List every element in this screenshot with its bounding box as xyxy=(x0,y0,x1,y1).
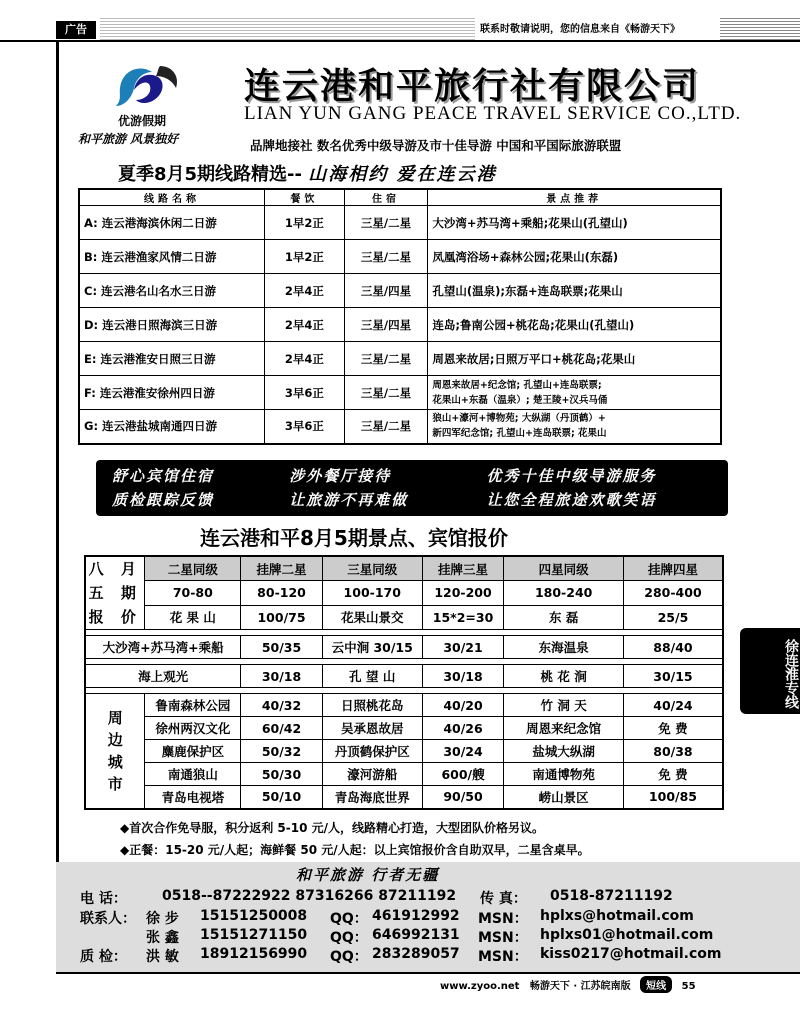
phone-label: 电 话： xyxy=(80,891,127,907)
spot-price: 30/24 xyxy=(422,740,504,763)
spot-name: 吴承恩故居 xyxy=(322,717,422,740)
summer-title-sub: 山海相约 爱在连云港 xyxy=(308,164,497,185)
person-qq: 283289057 xyxy=(372,946,460,962)
hotel-header: 挂牌三星 xyxy=(422,556,504,581)
route-hotel: 三星/二星 xyxy=(344,410,428,444)
hotel-price: 80-120 xyxy=(241,581,323,606)
route-meals: 3早6正 xyxy=(265,376,345,410)
spot-name: 徐州两汉文化 xyxy=(145,717,241,740)
route-hotel: 三星/四星 xyxy=(344,274,428,308)
contact-person-label: 联系人： xyxy=(80,911,136,927)
banner-item: 优秀十佳中级导游服务 xyxy=(486,467,657,485)
spot-price: 50/10 xyxy=(241,786,323,809)
price-corner-line: 报 价 xyxy=(88,608,142,626)
spot-price: 90/50 xyxy=(422,786,504,809)
spot-price: 40/26 xyxy=(422,717,504,740)
spot-name: 盐城大纵湖 xyxy=(504,740,624,763)
spot-price: 30/15 xyxy=(623,665,723,688)
logo-slogan: 和平旅游 风景独好 xyxy=(78,132,179,146)
spot-price: 40/32 xyxy=(241,694,323,717)
spot-price: 30/18 xyxy=(241,665,323,688)
price-row xyxy=(85,581,723,606)
surrounding-label-char: 市 xyxy=(107,774,123,793)
company-tagline: 品牌地接社 数名优秀中级导游及市十佳导游 中国和平国际旅游联盟 xyxy=(250,138,622,153)
price-corner-line: 八 月 xyxy=(88,560,142,578)
qa-label: 质 检： xyxy=(80,949,127,965)
route-hotel: 三星/二星 xyxy=(344,376,428,410)
price-table xyxy=(84,555,724,810)
route-spots xyxy=(428,376,721,410)
route-hotel: 三星/二星 xyxy=(344,342,428,376)
top-strip xyxy=(0,18,800,42)
spot-name: 南通狼山 xyxy=(145,763,241,786)
banner-item: 让您全程旅途欢歌笑语 xyxy=(486,491,657,509)
route-row xyxy=(79,342,721,376)
fax-label: 传 真： xyxy=(480,891,527,907)
qq-label: QQ： xyxy=(330,911,368,927)
banner-item: 舒心宾馆住宿 xyxy=(112,467,215,485)
price-row xyxy=(85,763,723,786)
price-section-title: 连云港和平8月5期景点、宾馆报价 xyxy=(200,526,508,550)
spot-name: 青岛海底世界 xyxy=(322,786,422,809)
routes-header-hotel: 住宿 xyxy=(344,189,428,206)
route-spots-line: 新四军纪念馆; 孔望山+连岛联票; 花果山 xyxy=(432,428,607,440)
footer-rule xyxy=(56,972,800,974)
route-spots: 连岛;鲁南公园+桃花岛;花果山(孔望山) xyxy=(428,308,721,342)
spot-name: 濠河游船 xyxy=(322,763,422,786)
route-spots: 凤凰湾浴场+森林公园;花果山(东磊) xyxy=(428,240,721,274)
route-hotel: 三星/四星 xyxy=(344,308,428,342)
footer xyxy=(440,976,780,993)
route-row xyxy=(79,376,721,410)
footer-section-badge: 短线 xyxy=(640,976,672,993)
spot-name: 青岛电视塔 xyxy=(145,786,241,809)
price-row xyxy=(85,556,723,581)
spot-name: 竹 洞 天 xyxy=(504,694,624,717)
price-row xyxy=(85,605,723,630)
footer-page-number: 55 xyxy=(681,981,696,992)
route-spots: 大沙湾+苏马湾+乘船;花果山(孔望山) xyxy=(428,206,721,240)
route-spots-line: 周恩来故居+纪念馆; 孔望山+连岛联票; xyxy=(432,379,602,391)
surrounding-label-char: 边 xyxy=(107,730,123,749)
route-row xyxy=(79,308,721,342)
page-frame-left xyxy=(56,42,59,972)
qq-label: QQ： xyxy=(330,930,368,946)
person-qq: 646992131 xyxy=(372,927,460,943)
spot-price: 80/38 xyxy=(623,740,723,763)
banner-item: 质检跟踪反馈 xyxy=(112,491,215,509)
spot-price: 50/30 xyxy=(241,763,323,786)
spot-name: 海上观光 xyxy=(85,665,241,688)
route-meals: 2早4正 xyxy=(265,342,345,376)
route-spots: 周恩来故居;日照万平口+桃花岛;花果山 xyxy=(428,342,721,376)
person-msn: hplxs@hotmail.com xyxy=(540,908,694,924)
route-spots-line: 狼山+濠河+博物苑; 大纵湖（丹顶鹤）+ xyxy=(432,413,606,425)
hotel-header: 二星同级 xyxy=(145,556,241,581)
person-msn: hplxs01@hotmail.com xyxy=(540,927,714,943)
spot-price: 100/85 xyxy=(623,786,723,809)
hotel-header: 三星同级 xyxy=(322,556,422,581)
banner-row xyxy=(112,488,712,512)
spot-price: 40/24 xyxy=(623,694,723,717)
surrounding-cities-label xyxy=(85,694,145,809)
spot-name: 东 磊 xyxy=(504,605,624,630)
route-name: C: 连云港名山名水三日游 xyxy=(79,274,265,308)
hotel-price: 70-80 xyxy=(145,581,241,606)
person-name: 洪 敏 xyxy=(146,949,179,965)
route-row xyxy=(79,274,721,308)
msn-label: MSN： xyxy=(478,930,528,946)
price-row xyxy=(85,740,723,763)
person-mobile: 15151250008 xyxy=(200,908,308,924)
routes-header-row xyxy=(79,189,721,206)
routes-header-meals: 餐饮 xyxy=(265,189,345,206)
route-name: A: 连云港海滨休闲二日游 xyxy=(79,206,265,240)
fax-number: 0518-87211192 xyxy=(550,888,673,904)
spot-price: 30/21 xyxy=(422,636,504,659)
spot-name: 丹顶鹤保护区 xyxy=(322,740,422,763)
person-mobile: 15151271150 xyxy=(200,927,308,943)
footer-site: www.zyoo.net xyxy=(440,981,520,992)
surrounding-label-char: 城 xyxy=(107,752,123,771)
spot-name: 崂山景区 xyxy=(504,786,624,809)
spot-name: 花 果 山 xyxy=(145,605,241,630)
spot-price: 15*2=30 xyxy=(422,605,504,630)
route-name: E: 连云港淮安日照三日游 xyxy=(79,342,265,376)
spot-price: 50/32 xyxy=(241,740,323,763)
spot-name: 日照桃花岛 xyxy=(322,694,422,717)
spot-price: 30/18 xyxy=(422,665,504,688)
hotel-price: 120-200 xyxy=(422,581,504,606)
spot-price: 60/42 xyxy=(241,717,323,740)
route-name: F: 连云港淮安徐州四日游 xyxy=(79,376,265,410)
hotel-price: 180-240 xyxy=(504,581,624,606)
spot-name: 南通博物苑 xyxy=(504,763,624,786)
routes-table xyxy=(78,188,722,445)
price-row xyxy=(85,694,723,717)
company-logo-icon xyxy=(100,58,190,118)
surrounding-label-char: 周 xyxy=(107,708,123,727)
banner-row xyxy=(112,464,712,488)
route-hotel: 三星/二星 xyxy=(344,206,428,240)
hotel-header: 四星同级 xyxy=(504,556,624,581)
logo-caption: 优游假期 xyxy=(117,114,166,128)
side-section-tab: 徐连淮专线 xyxy=(740,628,800,714)
spot-name: 鲁南森林公园 xyxy=(145,694,241,717)
price-row xyxy=(85,636,723,659)
hotel-header: 挂牌四星 xyxy=(623,556,723,581)
spot-name: 麋鹿保护区 xyxy=(145,740,241,763)
route-hotel: 三星/二星 xyxy=(344,240,428,274)
route-name: B: 连云港渔家风情二日游 xyxy=(79,240,265,274)
spot-name: 周恩来纪念馆 xyxy=(504,717,624,740)
top-hatch-right xyxy=(720,18,800,40)
note-line: ◆首次合作免导服，积分返利 5-10 元/人，线路精心打造，大型团队价格另议。 xyxy=(120,821,544,835)
note-line: ◆正餐：15-20 元/人起；海鲜餐 50 元/人起：以上宾馆报价含自助双早，二星含桌早。 xyxy=(120,843,590,857)
route-meals: 3早6正 xyxy=(265,410,345,444)
spot-price: 40/20 xyxy=(422,694,504,717)
spot-name: 孔 望 山 xyxy=(322,665,422,688)
spot-name: 东海温泉 xyxy=(504,636,624,659)
route-name: D: 连云港日照海滨三日游 xyxy=(79,308,265,342)
price-row xyxy=(85,665,723,688)
routes-header-name: 线路名称 xyxy=(79,189,265,206)
qq-label: QQ： xyxy=(330,949,368,965)
spot-price: 免 费 xyxy=(623,763,723,786)
route-row xyxy=(79,410,721,444)
route-name: G: 连云港盐城南通四日游 xyxy=(79,410,265,444)
person-msn: kiss0217@hotmail.com xyxy=(540,946,722,962)
spot-price: 25/5 xyxy=(623,605,723,630)
route-spots: 孔望山(温泉);东磊+连岛联票;花果山 xyxy=(428,274,721,308)
motto: 和平旅游 行者无疆 xyxy=(296,866,440,884)
price-corner-line: 五 期 xyxy=(88,584,142,602)
routes-header-spots: 景点推荐 xyxy=(428,189,721,206)
phone-numbers: 0518--87222922 87316266 87211192 xyxy=(162,888,457,904)
summer-title xyxy=(118,160,738,186)
spot-price: 50/35 xyxy=(241,636,323,659)
person-qq: 461912992 xyxy=(372,908,460,924)
spot-name: 云中涧 30/15 xyxy=(322,636,422,659)
top-note: 联系时敬请说明，您的信息来自《畅游天下》 xyxy=(480,21,718,39)
notes xyxy=(120,817,720,861)
price-corner-label xyxy=(85,556,145,630)
spot-price: 600/艘 xyxy=(422,763,504,786)
route-row xyxy=(79,206,721,240)
msn-label: MSN： xyxy=(478,911,528,927)
hotel-price: 280-400 xyxy=(623,581,723,606)
person-name: 张 鑫 xyxy=(146,930,179,946)
route-meals: 2早4正 xyxy=(265,308,345,342)
spot-name: 大沙湾+苏马湾+乘船 xyxy=(85,636,241,659)
spot-price: 免 费 xyxy=(623,717,723,740)
banner-item: 让旅游不再难做 xyxy=(289,491,409,509)
route-spots xyxy=(428,410,721,444)
route-spots-line: 花果山+东磊（温泉）; 楚王陵+汉兵马俑 xyxy=(432,394,608,406)
route-row xyxy=(79,240,721,274)
company-name-en: LIAN YUN GANG PEACE TRAVEL SERVICE CO.,LTD. xyxy=(244,103,742,124)
company-name-cn: 连云港和平旅行社有限公司 xyxy=(244,65,701,107)
person-name: 徐 步 xyxy=(146,911,179,927)
ad-tag: 广告 xyxy=(56,21,96,39)
route-meals: 1早2正 xyxy=(265,240,345,274)
top-hatch-left xyxy=(100,18,475,40)
spot-name: 桃 花 涧 xyxy=(504,665,624,688)
spot-price: 100/75 xyxy=(241,605,323,630)
summer-title-main: 夏季8月5期线路精选-- xyxy=(118,164,302,185)
spot-name: 花果山景交 xyxy=(322,605,422,630)
spot-price: 88/40 xyxy=(623,636,723,659)
hotel-header: 挂牌二星 xyxy=(241,556,323,581)
price-row xyxy=(85,717,723,740)
banner-item: 涉外餐厅接待 xyxy=(289,467,392,485)
hotel-price: 100-170 xyxy=(322,581,422,606)
person-mobile: 18912156990 xyxy=(200,946,308,962)
service-banner xyxy=(96,460,728,516)
footer-magazine: 畅游天下 · 江苏皖南版 xyxy=(529,981,631,992)
route-meals: 2早4正 xyxy=(265,274,345,308)
route-meals: 1早2正 xyxy=(265,206,345,240)
msn-label: MSN： xyxy=(478,949,528,965)
price-row xyxy=(85,786,723,809)
